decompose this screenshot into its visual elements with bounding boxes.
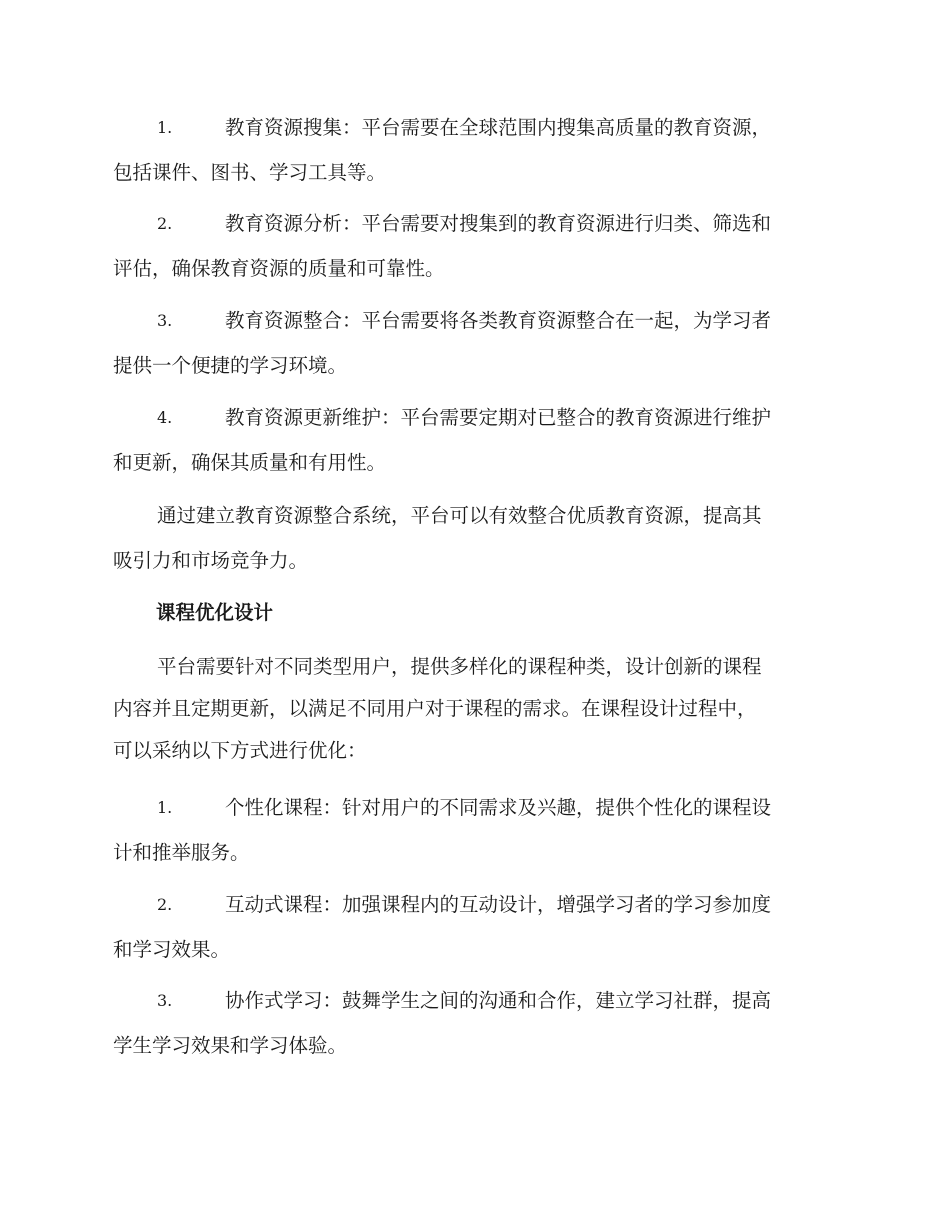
list-text-line: 教育资源更新维护：平台需要定期对已整合的教育资源进行维护	[225, 406, 772, 429]
list-text-line: 学生学习效果和学习体验。	[113, 1034, 348, 1057]
list-text-line: 和更新，确保其质量和有用性。	[113, 451, 387, 474]
list-text-line: 提供一个便捷的学习环境。	[113, 354, 348, 377]
list-number: 1.	[157, 118, 173, 137]
list-text-line: 教育资源分析：平台需要对搜集到的教育资源进行归类、筛选和	[225, 212, 772, 235]
list-text-line: 和学习效果。	[113, 938, 231, 961]
list-number: 2.	[157, 214, 173, 233]
list-text-line: 协作式学习：鼓舞学生之间的沟通和合作，建立学习社群，提高	[225, 989, 772, 1012]
paragraph-line: 通过建立教育资源整合系统，平台可以有效整合优质教育资源，提高其	[157, 504, 762, 527]
list-text-line: 教育资源整合：平台需要将各类教育资源整合在一起，为学习者	[225, 309, 772, 332]
list-number: 3.	[157, 991, 173, 1010]
paragraph-line: 吸引力和市场竞争力。	[113, 549, 309, 572]
list-text-line: 个性化课程：针对用户的不同需求及兴趣，提供个性化的课程设	[225, 796, 772, 819]
list-number: 1.	[157, 798, 173, 817]
list-number: 3.	[157, 311, 173, 330]
list-text-line: 包括课件、图书、学习工具等。	[113, 161, 387, 184]
list-text-line: 计和推举服务。	[113, 841, 250, 864]
list-number: 4.	[157, 408, 173, 427]
list-text-line: 互动式课程：加强课程内的互动设计，增强学习者的学习参加度	[225, 893, 772, 916]
paragraph-line: 平台需要针对不同类型用户，提供多样化的课程种类，设计创新的课程	[157, 655, 762, 678]
list-text-line: 教育资源搜集：平台需要在全球范围内搜集高质量的教育资源，	[225, 116, 772, 139]
paragraph-line: 内容并且定期更新，以满足不同用户对于课程的需求。在课程设计过程中，	[113, 697, 757, 720]
list-text-line: 评估，确保教育资源的质量和可靠性。	[113, 257, 445, 280]
section-heading: 课程优化设计	[156, 601, 274, 624]
paragraph-line: 可以采纳以下方式进行优化：	[113, 739, 367, 762]
list-number: 2.	[157, 895, 173, 914]
